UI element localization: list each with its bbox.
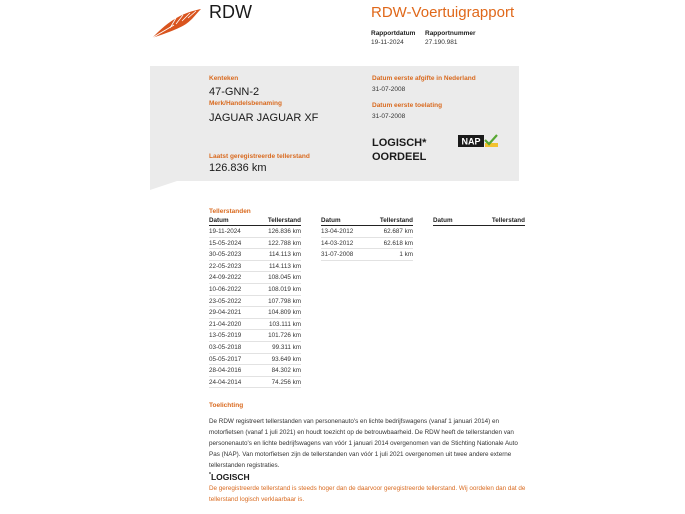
- brand-name: RDW: [209, 2, 252, 22]
- table-row: [209, 377, 301, 389]
- rapportnummer-label: Rapportnummer: [425, 30, 476, 37]
- eerste-afgifte-label: Datum eerste afgifte in Nederland: [372, 75, 476, 82]
- tellerstand-cell: 114.113 km: [269, 251, 301, 259]
- datum-cell: 19-11-2024: [209, 228, 241, 235]
- vehicle-panel: [150, 66, 519, 181]
- logisch-title-text: LOGISCH: [210, 472, 250, 482]
- tellerstand-cell: 74.256 km: [271, 378, 301, 386]
- rdw-feather-logo-icon: [150, 8, 202, 40]
- tellerstand-cell: 62.618 km: [383, 239, 413, 247]
- rapportdatum-value: 19-11-2024: [371, 39, 404, 46]
- datum-cell: 22-05-2023: [209, 262, 242, 270]
- datum-cell: 23-05-2022: [209, 297, 242, 305]
- datum-cell: 29-04-2021: [209, 309, 242, 317]
- merk-value: JAGUAR JAGUAR XF: [209, 112, 319, 124]
- tellerstand-cell: 62.687 km: [383, 228, 413, 235]
- eerste-toelating-value: 31-07-2008: [372, 113, 406, 120]
- table-header: [209, 217, 301, 226]
- table-row: [209, 272, 301, 284]
- tellerstanden-table-2: [321, 217, 413, 261]
- datum-cell: 24-04-2014: [209, 378, 242, 386]
- table-row: [209, 226, 301, 238]
- kenteken-value: 47-GNN-2: [209, 86, 260, 98]
- table-header: [321, 217, 413, 226]
- datum-cell: 30-05-2023: [209, 251, 242, 259]
- table-row: [209, 249, 301, 261]
- table-row: [209, 319, 301, 331]
- datum-cell: 28-04-2016: [209, 367, 242, 375]
- tellerstand-cell: 122.788 km: [268, 239, 301, 247]
- table-row: [321, 238, 413, 250]
- table-row: [321, 226, 413, 238]
- col-tellerstand-header: Tellerstand: [267, 217, 301, 224]
- eerste-toelating-label: Datum eerste toelating: [372, 102, 443, 109]
- table-row: [321, 249, 413, 261]
- datum-cell: 10-06-2022: [209, 285, 242, 293]
- tellerstand-cell: 107.798 km: [268, 297, 301, 305]
- tellerstanden-title: Tellerstanden: [209, 208, 251, 215]
- laatste-tellerstand-value: 126.836 km: [209, 162, 267, 174]
- table-row: [209, 342, 301, 354]
- datum-cell: 15-05-2024: [209, 239, 242, 247]
- table-row: [209, 365, 301, 377]
- table-row: [209, 238, 301, 250]
- table-row: [209, 284, 301, 296]
- rapportnummer-value: 27.190.981: [425, 39, 458, 46]
- tellerstand-cell: 101.726 km: [268, 332, 301, 340]
- datum-cell: 24-09-2022: [209, 274, 242, 282]
- tellerstanden-table-1: [209, 217, 301, 388]
- datum-cell: 05-05-2017: [209, 355, 242, 363]
- toelichting-title: Toelichting: [209, 402, 244, 409]
- oordeel: [372, 136, 426, 164]
- rapportnummer: [425, 30, 476, 46]
- tellerstand-cell: 108.019 km: [268, 285, 301, 293]
- table-row: [209, 354, 301, 366]
- datum-cell: 14-03-2012: [321, 239, 354, 247]
- datum-cell: 13-05-2019: [209, 332, 242, 340]
- col-datum-header: Datum: [321, 217, 341, 224]
- datum-cell: 21-04-2020: [209, 320, 242, 328]
- oordeel-line2: OORDEEL: [372, 151, 427, 163]
- oordeel-line1: LOGISCH*: [372, 137, 427, 149]
- table-row: [209, 307, 301, 319]
- laatste-tellerstand-label: Laatst geregistreerde tellerstand: [209, 153, 310, 160]
- nap-check-icon: [458, 134, 498, 148]
- col-datum-header: Datum: [209, 217, 229, 224]
- tellerstand-cell: 93.649 km: [271, 355, 301, 363]
- tellerstanden-table-3: [433, 217, 525, 226]
- tellerstand-cell: 1 km: [399, 251, 413, 259]
- rapportdatum: [371, 30, 415, 46]
- merk-label: Merk/Handelsbenaming: [209, 100, 282, 107]
- col-datum-header: Datum: [433, 217, 453, 224]
- nap-text: NAP: [461, 136, 481, 147]
- tellerstand-cell: 99.311 km: [272, 343, 301, 351]
- report-title: RDW-Voertuigrapport: [371, 4, 515, 21]
- tellerstand-cell: 114.113 km: [269, 262, 301, 270]
- col-tellerstand-header: Tellerstand: [379, 217, 413, 224]
- tellerstand-cell: 84.302 km: [271, 367, 301, 375]
- toelichting-text: De RDW registreert tellerstanden van personenauto's en lichte bedrijfswagens (vanaf 1 januari 2014) en motorfietsen (vanaf 1 juli 2021) en houdt toezicht op de betrouwbaarheid. De RDW heeft de tellerstanden van personenauto's en lichte bedrijfswagens van vóór 1 januari 2014 overgenomen van de Stichting Nationale Auto Pas (NAP). Van motorfietsen zijn de tellerstanden van vóór 1 juli 2021 overgenomen uit twee andere externe tellerstanden registraties.: [209, 418, 518, 470]
- eerste-afgifte-value: 31-07-2008: [372, 86, 406, 93]
- tellerstand-cell: 126.836 km: [268, 228, 301, 235]
- logisch-asterisk: *: [209, 472, 211, 479]
- datum-cell: 03-05-2018: [209, 343, 242, 351]
- logisch-text: De geregistreerde tellerstand is steeds hoger dan de daarvoor geregistreerde tellerstand. Wij oordelen dan dat de tellerstand logisch verklaarbaar is.: [209, 485, 526, 504]
- rapportdatum-label: Rapportdatum: [371, 30, 416, 37]
- tellerstand-cell: 104.809 km: [268, 309, 301, 317]
- tellerstand-cell: 103.111 km: [269, 320, 301, 328]
- table-row: [209, 330, 301, 342]
- table-row: [209, 296, 301, 308]
- datum-cell: 13-04-2012: [321, 228, 354, 235]
- table-row: [209, 261, 301, 273]
- datum-cell: 31-07-2008: [321, 251, 354, 259]
- kenteken-label: Kenteken: [209, 75, 239, 82]
- logisch-title: [209, 472, 250, 482]
- panel-notch: [150, 180, 180, 190]
- col-tellerstand-header: Tellerstand: [491, 217, 525, 224]
- table-header: [433, 217, 525, 226]
- tellerstand-cell: 108.045 km: [268, 274, 301, 282]
